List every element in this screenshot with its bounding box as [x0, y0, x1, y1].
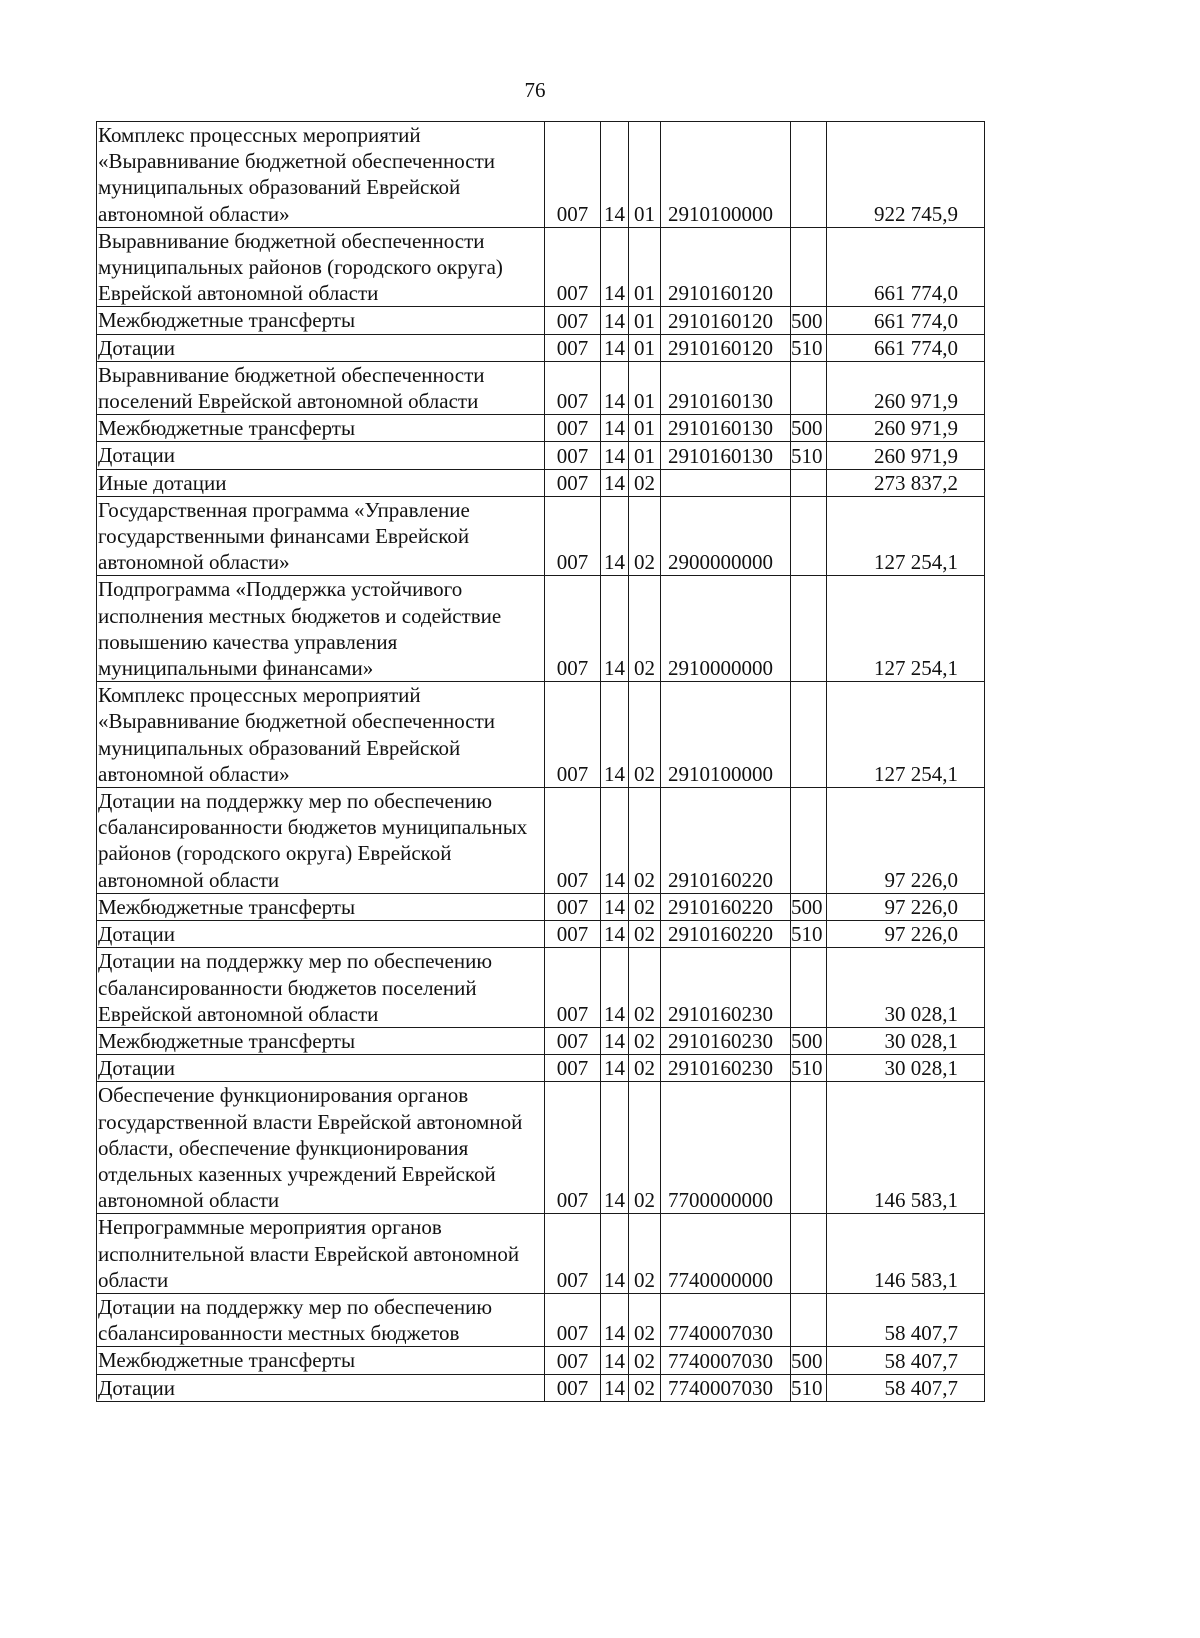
row-subsection-cell: 02	[629, 576, 661, 682]
row-name-cell: Дотации	[97, 334, 545, 361]
row-name-cell: Межбюджетные трансферты	[97, 1347, 545, 1374]
row-target-code-cell: 2900000000	[661, 496, 791, 576]
row-target-code-cell: 2910160120	[661, 307, 791, 334]
row-expense-type-cell: 510	[791, 442, 827, 469]
table-row	[97, 469, 985, 496]
row-amount-cell: 661 774,0	[827, 307, 985, 334]
row-name-cell: Государственная программа «Управление государственными финансами Еврейской автономной области»	[97, 496, 545, 576]
row-ved-cell: 007	[545, 788, 601, 894]
row-subsection-cell: 02	[629, 1293, 661, 1346]
row-ved-cell: 007	[545, 1214, 601, 1294]
table-row	[97, 1082, 985, 1214]
row-name-cell: Выравнивание бюджетной обеспеченности муниципальных районов (городского округа) Еврейской автономной области	[97, 227, 545, 307]
row-subsection-cell: 02	[629, 1082, 661, 1214]
row-name-cell: Межбюджетные трансферты	[97, 307, 545, 334]
row-amount-cell: 127 254,1	[827, 496, 985, 576]
row-subsection-cell: 02	[629, 921, 661, 948]
row-target-code-cell: 2910160220	[661, 893, 791, 920]
row-target-code-cell: 2910100000	[661, 682, 791, 788]
row-subsection-cell: 02	[629, 788, 661, 894]
row-section-cell: 14	[601, 1214, 629, 1294]
row-expense-type-cell	[791, 496, 827, 576]
row-section-cell: 14	[601, 1055, 629, 1082]
row-amount-cell: 260 971,9	[827, 415, 985, 442]
table-row	[97, 1214, 985, 1294]
row-ved-cell: 007	[545, 122, 601, 228]
row-amount-cell: 58 407,7	[827, 1374, 985, 1401]
row-amount-cell: 922 745,9	[827, 122, 985, 228]
table-row	[97, 442, 985, 469]
row-subsection-cell: 01	[629, 227, 661, 307]
row-target-code-cell: 7700000000	[661, 1082, 791, 1214]
row-expense-type-cell	[791, 948, 827, 1028]
page-number: 76	[524, 78, 546, 102]
row-subsection-cell: 02	[629, 496, 661, 576]
row-name-cell: Подпрограмма «Поддержка устойчивого исполнения местных бюджетов и содействие повышению качества управления муниципальными финансами»	[97, 576, 545, 682]
row-name-cell: Выравнивание бюджетной обеспеченности поселений Еврейской автономной области	[97, 361, 545, 414]
row-section-cell: 14	[601, 496, 629, 576]
row-name-cell: Обеспечение функционирования органов государственной власти Еврейской автономной области, обеспечение функционирования отдельных казенных учреждений Еврейской автономной области	[97, 1082, 545, 1214]
row-name-cell: Межбюджетные трансферты	[97, 1027, 545, 1054]
row-target-code-cell: 2910160130	[661, 361, 791, 414]
row-name-cell: Дотации	[97, 1055, 545, 1082]
row-section-cell: 14	[601, 442, 629, 469]
row-target-code-cell: 7740000000	[661, 1214, 791, 1294]
row-expense-type-cell	[791, 1082, 827, 1214]
row-expense-type-cell: 510	[791, 1374, 827, 1401]
row-subsection-cell: 02	[629, 893, 661, 920]
row-target-code-cell: 2910160120	[661, 334, 791, 361]
row-amount-cell: 146 583,1	[827, 1214, 985, 1294]
row-section-cell: 14	[601, 921, 629, 948]
row-ved-cell: 007	[545, 893, 601, 920]
row-section-cell: 14	[601, 1027, 629, 1054]
row-section-cell: 14	[601, 948, 629, 1028]
row-subsection-cell: 02	[629, 1055, 661, 1082]
row-subsection-cell: 01	[629, 122, 661, 228]
row-target-code-cell: 2910160230	[661, 1055, 791, 1082]
table-row	[97, 496, 985, 576]
row-expense-type-cell: 510	[791, 1055, 827, 1082]
row-expense-type-cell	[791, 469, 827, 496]
row-target-code-cell: 2910160120	[661, 227, 791, 307]
table-row	[97, 682, 985, 788]
row-amount-cell: 661 774,0	[827, 334, 985, 361]
row-ved-cell: 007	[545, 1374, 601, 1401]
table-row	[97, 361, 985, 414]
row-ved-cell: 007	[545, 1347, 601, 1374]
table-row	[97, 415, 985, 442]
table-row	[97, 893, 985, 920]
row-ved-cell: 007	[545, 361, 601, 414]
row-name-cell: Комплекс процессных мероприятий «Выравнивание бюджетной обеспеченности муниципальных образований Еврейской автономной области»	[97, 682, 545, 788]
row-target-code-cell: 2910160220	[661, 788, 791, 894]
row-section-cell: 14	[601, 1082, 629, 1214]
row-name-cell: Дотации на поддержку мер по обеспечению сбалансированности бюджетов поселений Еврейской автономной области	[97, 948, 545, 1028]
row-amount-cell: 97 226,0	[827, 921, 985, 948]
row-subsection-cell: 02	[629, 948, 661, 1028]
row-ved-cell: 007	[545, 1027, 601, 1054]
row-name-cell: Дотации	[97, 442, 545, 469]
table-row	[97, 227, 985, 307]
row-amount-cell: 127 254,1	[827, 682, 985, 788]
table-row	[97, 921, 985, 948]
row-target-code-cell: 2910160230	[661, 948, 791, 1028]
row-section-cell: 14	[601, 1374, 629, 1401]
budget-table	[96, 121, 985, 1402]
row-section-cell: 14	[601, 122, 629, 228]
row-ved-cell: 007	[545, 442, 601, 469]
row-expense-type-cell: 510	[791, 334, 827, 361]
row-ved-cell: 007	[545, 1293, 601, 1346]
row-expense-type-cell: 500	[791, 415, 827, 442]
table-row	[97, 788, 985, 894]
row-name-cell: Комплекс процессных мероприятий «Выравнивание бюджетной обеспеченности муниципальных образований Еврейской автономной области»	[97, 122, 545, 228]
row-expense-type-cell	[791, 576, 827, 682]
row-section-cell: 14	[601, 576, 629, 682]
row-section-cell: 14	[601, 788, 629, 894]
row-amount-cell: 97 226,0	[827, 893, 985, 920]
row-ved-cell: 007	[545, 496, 601, 576]
row-section-cell: 14	[601, 1293, 629, 1346]
row-section-cell: 14	[601, 334, 629, 361]
row-ved-cell: 007	[545, 334, 601, 361]
row-name-cell: Дотации на поддержку мер по обеспечению сбалансированности местных бюджетов	[97, 1293, 545, 1346]
row-expense-type-cell	[791, 788, 827, 894]
table-row	[97, 1055, 985, 1082]
row-amount-cell: 30 028,1	[827, 948, 985, 1028]
row-expense-type-cell: 500	[791, 307, 827, 334]
table-row	[97, 1027, 985, 1054]
row-amount-cell: 127 254,1	[827, 576, 985, 682]
table-row	[97, 307, 985, 334]
table-row	[97, 122, 985, 228]
table-row	[97, 1347, 985, 1374]
row-target-code-cell: 2910160220	[661, 921, 791, 948]
row-amount-cell: 661 774,0	[827, 227, 985, 307]
row-expense-type-cell	[791, 1214, 827, 1294]
row-target-code-cell	[661, 469, 791, 496]
table-row	[97, 948, 985, 1028]
row-ved-cell: 007	[545, 948, 601, 1028]
row-subsection-cell: 02	[629, 682, 661, 788]
row-ved-cell: 007	[545, 682, 601, 788]
row-subsection-cell: 02	[629, 469, 661, 496]
row-expense-type-cell: 500	[791, 1347, 827, 1374]
row-section-cell: 14	[601, 893, 629, 920]
row-section-cell: 14	[601, 361, 629, 414]
row-amount-cell: 58 407,7	[827, 1347, 985, 1374]
row-expense-type-cell: 510	[791, 921, 827, 948]
row-amount-cell: 146 583,1	[827, 1082, 985, 1214]
row-subsection-cell: 02	[629, 1347, 661, 1374]
row-amount-cell: 30 028,1	[827, 1027, 985, 1054]
row-section-cell: 14	[601, 1347, 629, 1374]
row-target-code-cell: 2910160130	[661, 442, 791, 469]
row-expense-type-cell	[791, 1293, 827, 1346]
row-expense-type-cell: 500	[791, 1027, 827, 1054]
row-subsection-cell: 02	[629, 1374, 661, 1401]
row-target-code-cell: 2910100000	[661, 122, 791, 228]
row-section-cell: 14	[601, 469, 629, 496]
row-ved-cell: 007	[545, 307, 601, 334]
row-section-cell: 14	[601, 227, 629, 307]
row-amount-cell: 273 837,2	[827, 469, 985, 496]
row-expense-type-cell	[791, 682, 827, 788]
row-subsection-cell: 02	[629, 1214, 661, 1294]
row-amount-cell: 97 226,0	[827, 788, 985, 894]
row-name-cell: Дотации	[97, 921, 545, 948]
row-amount-cell: 58 407,7	[827, 1293, 985, 1346]
row-subsection-cell: 01	[629, 442, 661, 469]
table-row	[97, 1293, 985, 1346]
row-subsection-cell: 01	[629, 307, 661, 334]
row-target-code-cell: 2910160130	[661, 415, 791, 442]
row-expense-type-cell	[791, 227, 827, 307]
row-ved-cell: 007	[545, 227, 601, 307]
row-name-cell: Непрограммные мероприятия органов исполнительной власти Еврейской автономной области	[97, 1214, 545, 1294]
row-name-cell: Межбюджетные трансферты	[97, 415, 545, 442]
row-subsection-cell: 02	[629, 1027, 661, 1054]
row-subsection-cell: 01	[629, 334, 661, 361]
row-target-code-cell: 7740007030	[661, 1347, 791, 1374]
row-ved-cell: 007	[545, 1055, 601, 1082]
row-section-cell: 14	[601, 307, 629, 334]
row-ved-cell: 007	[545, 921, 601, 948]
row-ved-cell: 007	[545, 1082, 601, 1214]
table-body	[97, 122, 985, 1402]
table-row	[97, 334, 985, 361]
row-target-code-cell: 7740007030	[661, 1293, 791, 1346]
row-name-cell: Дотации на поддержку мер по обеспечению сбалансированности бюджетов муниципальных районов (городского округа) Еврейской автономной области	[97, 788, 545, 894]
row-name-cell: Иные дотации	[97, 469, 545, 496]
row-name-cell: Дотации	[97, 1374, 545, 1401]
row-target-code-cell: 7740007030	[661, 1374, 791, 1401]
row-expense-type-cell	[791, 122, 827, 228]
row-name-cell: Межбюджетные трансферты	[97, 893, 545, 920]
row-amount-cell: 260 971,9	[827, 361, 985, 414]
row-target-code-cell: 2910160230	[661, 1027, 791, 1054]
row-ved-cell: 007	[545, 469, 601, 496]
row-section-cell: 14	[601, 682, 629, 788]
row-section-cell: 14	[601, 415, 629, 442]
table-row	[97, 576, 985, 682]
table-row	[97, 1374, 985, 1401]
row-expense-type-cell	[791, 361, 827, 414]
row-target-code-cell: 2910000000	[661, 576, 791, 682]
row-subsection-cell: 01	[629, 361, 661, 414]
row-ved-cell: 007	[545, 576, 601, 682]
row-amount-cell: 30 028,1	[827, 1055, 985, 1082]
row-subsection-cell: 01	[629, 415, 661, 442]
row-amount-cell: 260 971,9	[827, 442, 985, 469]
row-ved-cell: 007	[545, 415, 601, 442]
row-expense-type-cell: 500	[791, 893, 827, 920]
